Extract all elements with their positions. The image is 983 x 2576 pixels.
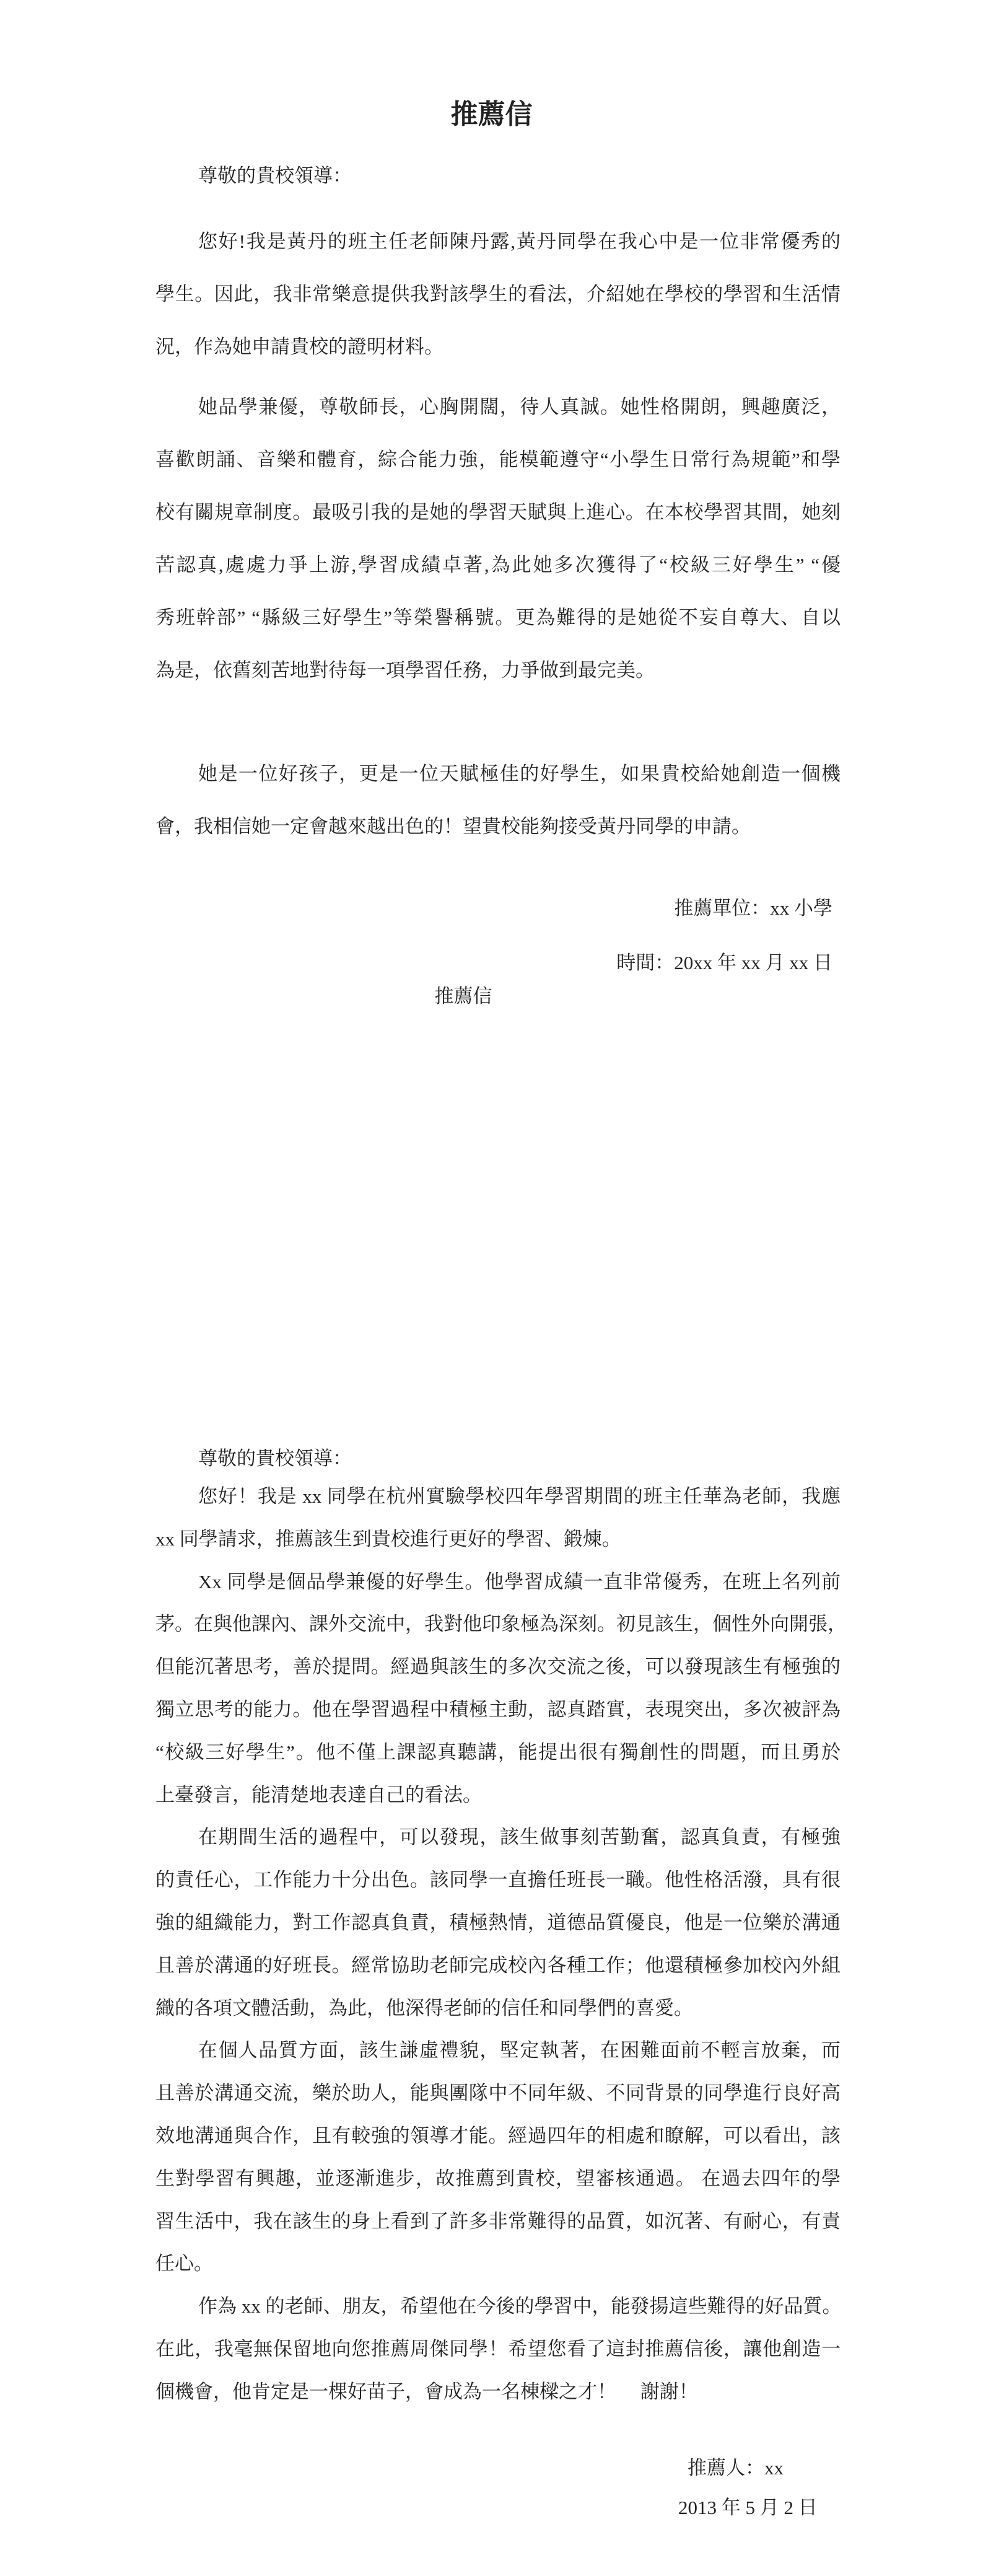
text-line: 她是一位好孩子，更是一位天賦極佳的好學生，如果貴校給她創造一個機 — [198, 763, 841, 785]
letter2-paragraph-5 — [155, 2285, 841, 2413]
text-line: 喜歡朗誦、音樂和體育，綜合能力強，能模範遵守“小學生日常行為規範”和學 — [155, 449, 841, 470]
text-line: 秀班幹部” “縣級三好學生”等榮譽稱號。更為難得的是她從不妄自尊大、自以 — [155, 607, 841, 628]
letter2-paragraph-3 — [155, 1816, 841, 2029]
text-line: 苦認真,處處力爭上游,學習成績卓著,為此她多次獲得了“校級三好學生” “優 — [155, 554, 841, 576]
text-line: 但能沉著思考，善於提問。經過與該生的多次交流之後，可以發現該生有極強的 — [155, 1656, 841, 1678]
letter2-title: 推薦信 — [434, 985, 492, 1007]
text-line: 在期間生活的過程中，可以發現，該生做事刻苦勤奮，認真負責，有極強 — [198, 1826, 841, 1848]
letter2-paragraph-2 — [155, 1561, 847, 1817]
text-line: 況，作為她申請貴校的證明材料。 — [155, 336, 443, 358]
text-line: 任心。 — [155, 2253, 213, 2275]
text-line: 生對學習有興趣，並逐漸進步，故推薦到貴校，望審核通過。 在過去四年的學 — [155, 2167, 841, 2189]
text-line: 為是，依舊刻苦地對待每一項學習任務，力爭做到最完美。 — [155, 659, 655, 681]
letter1-salutation: 尊敬的貴校領導： — [198, 165, 352, 187]
text-line: Xx 同學是個品學兼優的好學生。他學習成績一直非常優秀，在班上名列前 — [198, 1570, 841, 1593]
text-line: 茅。在與他課內、課外交流中，我對他印象極為深刻。初見該生，個性外向開張， — [155, 1613, 847, 1635]
letter2-date: 2013 年 5 月 2 日 — [678, 2497, 818, 2518]
text-line: 效地溝通與合作，且有較強的領導才能。經過四年的相處和瞭解，可以看出，該 — [155, 2124, 841, 2147]
letter2-paragraph-4 — [155, 2029, 841, 2285]
text-line: 作為 xx 的老師、朋友，希望他在今後的學習中，能發揚這些難得的好品質。 — [198, 2295, 842, 2318]
text-line: xx 同學請求，推薦該生到貴校進行更好的學習、鍛煉。 — [155, 1528, 621, 1550]
letter1-paragraph-1 — [155, 215, 841, 373]
text-line: 習生活中，我在該生的身上看到了許多非常難得的品質，如沉著、有耐心，有責 — [155, 2210, 841, 2232]
letter2-salutation: 尊敬的貴校領導： — [198, 1448, 352, 1469]
text-line: 您好！我是 xx 同學在杭州實驗學校四年學習期間的班主任華為老師，我應 — [198, 1485, 841, 1507]
text-line: “校級三好學生”。他不僅上課認真聽講，能提出很有獨創性的問題，而且勇於 — [155, 1741, 841, 1763]
letter2-body — [155, 1475, 847, 2414]
text-line: 上臺發言，能清楚地表達自己的看法。 — [155, 1783, 482, 1806]
text-line: 在個人品質方面，該生謙虛禮貌，堅定執著，在困難面前不輕言放棄，而 — [198, 2039, 841, 2062]
text-line: 織的各項文體活動，為此，他深得老師的信任和同學們的喜愛。 — [155, 1997, 693, 2019]
text-line: 學生。因此，我非常樂意提供我對該學生的看法，介紹她在學校的學習和生活情 — [155, 283, 841, 305]
text-line: 個機會，他肯定是一棵好苗子，會成為一名棟樑之才！ 謝謝！ — [155, 2380, 698, 2402]
text-line: 她品學兼優，尊敬師長，心胸開闊，待人真誠。她性格開朗，興趣廣泛， — [198, 396, 841, 418]
text-line: 在此，我毫無保留地向您推薦周傑同學！希望您看了這封推薦信後，讓他創造一 — [155, 2337, 841, 2360]
text-line: 獨立思考的能力。他在學習過程中積極主動，認真踏實，表現突出，多次被評為 — [155, 1698, 841, 1720]
letter2-paragraph-1 — [155, 1475, 841, 1561]
text-line: 校有關規章制度。最吸引我的是她的學習天賦與上進心。在本校學習其間，她刻 — [155, 501, 841, 523]
letter1-paragraph-3 — [155, 747, 841, 853]
letter1-date: 時間：20xx 年 xx 月 xx 日 — [616, 952, 832, 974]
letter-title: 推薦信 — [450, 99, 533, 130]
text-line: 且善於溝通交流，樂於助人，能與團隊中不同年級、不同背景的同學進行良好高 — [155, 2082, 841, 2104]
text-line: 您好!我是黃丹的班主任老師陳丹露,黃丹同學在我心中是一位非常優秀的 — [198, 231, 841, 252]
text-line: 會，我相信她一定會越來越出色的！望貴校能夠接受黃丹同學的申請。 — [155, 815, 751, 837]
recommending-unit: 推薦單位：xx 小學 — [674, 897, 832, 919]
letter1-paragraph-2 — [155, 380, 841, 697]
text-line: 強的組織能力，對工作認真負責，積極熱情，道德品質優良，他是一位樂於溝通 — [155, 1911, 841, 1933]
text-line: 的責任心，工作能力十分出色。該同學一直擔任班長一職。他性格活潑，具有很 — [155, 1869, 841, 1891]
recommender-signature: 推薦人：xx — [688, 2457, 784, 2479]
text-line: 且善於溝通的好班長。經常協助老師完成校內各種工作；他還積極參加校內外組 — [155, 1954, 841, 1976]
